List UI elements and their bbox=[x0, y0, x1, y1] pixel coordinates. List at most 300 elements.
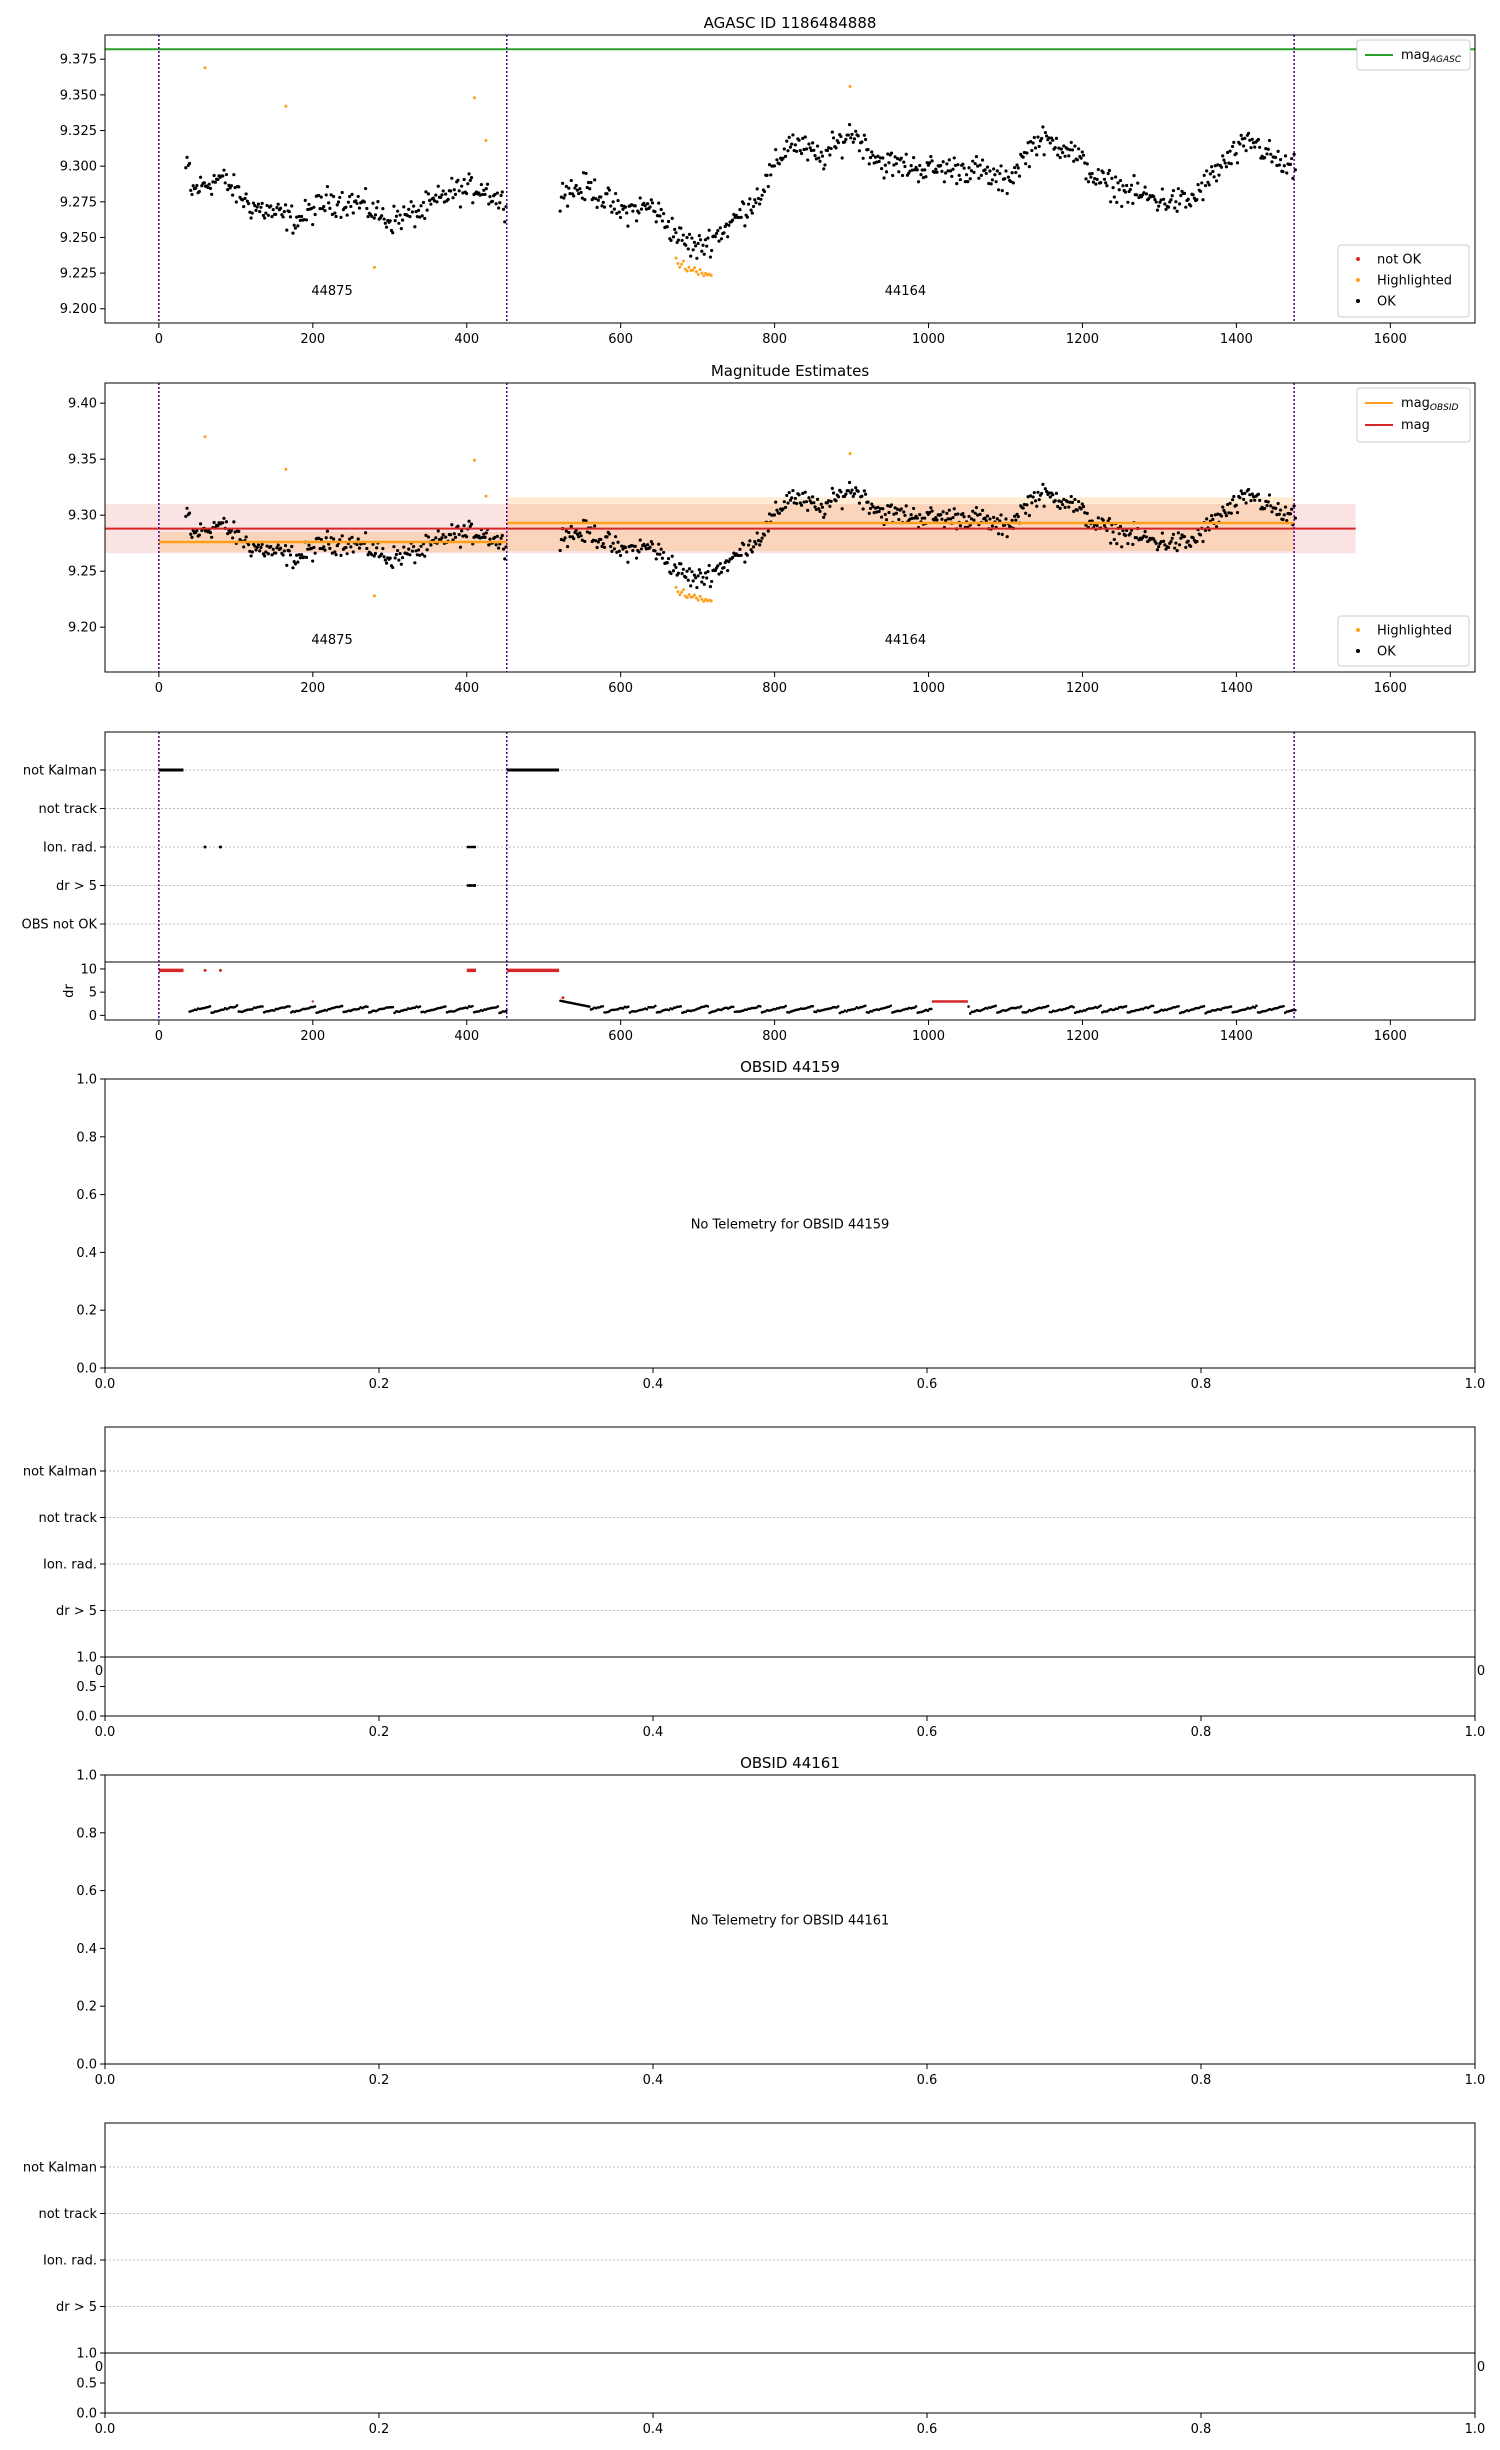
ok-point bbox=[467, 172, 470, 175]
ok-point bbox=[483, 536, 486, 539]
ok-point bbox=[985, 172, 988, 175]
ok-point bbox=[885, 170, 888, 173]
ok-point bbox=[341, 191, 344, 194]
ok-point bbox=[709, 585, 712, 588]
ok-point bbox=[466, 182, 469, 185]
ok-point bbox=[708, 229, 711, 232]
dr-point bbox=[1255, 1005, 1258, 1008]
ok-point bbox=[1203, 174, 1206, 177]
ok-point bbox=[1071, 148, 1074, 151]
ok-point bbox=[323, 549, 326, 552]
ok-point bbox=[1235, 152, 1238, 155]
dr-point bbox=[679, 1005, 682, 1008]
ok-point bbox=[662, 551, 665, 554]
ok-point bbox=[849, 491, 852, 494]
ok-point bbox=[738, 208, 741, 211]
x-tick-label: 600 bbox=[608, 681, 634, 696]
ok-point bbox=[616, 541, 619, 544]
x-tick-label: 0.2 bbox=[368, 1725, 390, 1740]
ok-point bbox=[1204, 184, 1207, 187]
ok-point bbox=[930, 509, 933, 512]
dr-red-point bbox=[219, 969, 222, 972]
ok-point bbox=[857, 134, 860, 137]
ok-point bbox=[657, 543, 660, 546]
ok-point bbox=[371, 202, 374, 205]
highlighted-point bbox=[688, 593, 691, 596]
ok-point bbox=[314, 552, 317, 555]
legend-line-subscript: AGASC bbox=[1429, 55, 1462, 65]
x-tick-label: 600 bbox=[608, 332, 634, 347]
dr-point bbox=[864, 1005, 867, 1008]
ok-point bbox=[1263, 507, 1266, 510]
ok-point bbox=[584, 172, 587, 175]
ok-point bbox=[969, 177, 972, 180]
ok-point bbox=[1201, 198, 1204, 201]
ok-point bbox=[1183, 192, 1186, 195]
ok-point bbox=[307, 203, 310, 206]
ok-point bbox=[1038, 498, 1041, 501]
ok-point bbox=[269, 545, 272, 548]
ok-point bbox=[1279, 158, 1282, 161]
ok-point bbox=[1109, 542, 1112, 545]
ok-point bbox=[988, 169, 991, 172]
ok-point bbox=[812, 501, 815, 504]
ok-point bbox=[966, 180, 969, 183]
ok-point bbox=[249, 216, 252, 219]
ok-point bbox=[1253, 499, 1256, 502]
ok-point bbox=[951, 516, 954, 519]
ok-point bbox=[639, 539, 642, 542]
ok-point bbox=[756, 531, 759, 534]
ok-point bbox=[817, 156, 820, 159]
ok-point bbox=[391, 566, 394, 569]
panel-title: OBSID 44161 bbox=[740, 1754, 840, 1772]
marker-legend bbox=[1338, 245, 1469, 317]
ok-point bbox=[1049, 495, 1052, 498]
ok-point bbox=[599, 538, 602, 541]
ok-point bbox=[697, 242, 700, 245]
ok-point bbox=[986, 166, 989, 169]
panel-4 bbox=[76, 1058, 1485, 1392]
panel-3 bbox=[22, 732, 1476, 1044]
ok-point bbox=[1034, 499, 1037, 502]
ok-point bbox=[435, 200, 438, 203]
ok-point bbox=[818, 160, 821, 163]
y-tick-label: 0.4 bbox=[76, 1245, 97, 1261]
category-label: not Kalman bbox=[22, 1464, 97, 1480]
ok-point bbox=[773, 513, 776, 516]
dr-point bbox=[1125, 1005, 1128, 1008]
ok-point bbox=[1257, 493, 1260, 496]
ok-point bbox=[293, 224, 296, 227]
dr-point bbox=[1230, 1005, 1233, 1008]
ok-point bbox=[1192, 193, 1195, 196]
ok-point bbox=[748, 197, 751, 200]
ok-point bbox=[1284, 154, 1287, 157]
ok-point bbox=[413, 225, 416, 228]
ok-point bbox=[853, 137, 856, 140]
ok-point bbox=[619, 554, 622, 557]
highlighted-point bbox=[686, 596, 689, 599]
y-tick-label: 0.6 bbox=[76, 1188, 97, 1204]
ok-point bbox=[1017, 515, 1020, 518]
ok-point bbox=[1041, 125, 1044, 128]
ok-point bbox=[1236, 511, 1239, 514]
ok-point bbox=[784, 506, 787, 509]
ok-point bbox=[849, 136, 852, 139]
ok-point bbox=[1109, 200, 1112, 203]
ok-point bbox=[190, 193, 193, 196]
y-tick-label: 1.0 bbox=[76, 1768, 97, 1784]
ok-point bbox=[1285, 171, 1288, 174]
highlighted-point bbox=[373, 594, 376, 597]
ok-point bbox=[610, 211, 613, 214]
ok-point bbox=[1082, 154, 1085, 157]
ok-point bbox=[689, 254, 692, 257]
x-tick-label: 1200 bbox=[1065, 332, 1100, 347]
ok-point bbox=[640, 547, 643, 550]
ok-point bbox=[1210, 165, 1213, 168]
ok-point bbox=[364, 187, 367, 190]
ok-point bbox=[417, 548, 420, 551]
ok-point bbox=[242, 545, 245, 548]
ok-point bbox=[263, 216, 266, 219]
ok-point bbox=[1126, 542, 1129, 545]
ok-point bbox=[752, 205, 755, 208]
ok-point bbox=[289, 215, 292, 218]
ok-point bbox=[680, 572, 683, 575]
small-y-tick-label: 0.5 bbox=[76, 1680, 97, 1695]
ok-point bbox=[655, 557, 658, 560]
ok-point bbox=[1041, 483, 1044, 486]
legend-marker-swatch bbox=[1356, 278, 1360, 282]
ok-point bbox=[384, 222, 387, 225]
ok-point bbox=[274, 213, 277, 216]
ok-point bbox=[1290, 508, 1293, 511]
ok-point bbox=[374, 213, 377, 216]
ok-point bbox=[596, 546, 599, 549]
ok-point bbox=[847, 489, 850, 492]
x-tick-label: 1600 bbox=[1373, 1029, 1407, 1044]
ok-point bbox=[326, 185, 329, 188]
ok-point bbox=[1263, 156, 1266, 159]
panel-title: OBSID 44159 bbox=[740, 1058, 840, 1076]
ok-point bbox=[816, 144, 819, 147]
ok-point bbox=[935, 518, 938, 521]
ok-point bbox=[1030, 501, 1033, 504]
highlighted-point bbox=[675, 586, 678, 589]
ok-point bbox=[245, 192, 248, 195]
panel-6 bbox=[76, 1754, 1485, 2088]
ok-point bbox=[1070, 495, 1073, 498]
obsid-label: 44875 bbox=[311, 633, 353, 648]
ok-point bbox=[1258, 499, 1261, 502]
ok-point bbox=[1267, 148, 1270, 151]
ok-point bbox=[890, 503, 893, 506]
ok-point bbox=[977, 177, 980, 180]
ok-point bbox=[422, 201, 425, 204]
ok-point bbox=[690, 236, 693, 239]
ok-point bbox=[1130, 184, 1133, 187]
ok-point bbox=[559, 210, 562, 213]
ok-point bbox=[327, 201, 330, 204]
ok-point bbox=[394, 219, 397, 222]
ok-point bbox=[830, 147, 833, 150]
dr-point bbox=[930, 1008, 933, 1011]
ok-point bbox=[667, 220, 670, 223]
dr-red-point bbox=[561, 996, 564, 999]
ok-point bbox=[1119, 179, 1122, 182]
ok-point bbox=[1103, 178, 1106, 181]
ok-point bbox=[1200, 181, 1203, 184]
ok-point bbox=[692, 579, 695, 582]
ok-point bbox=[397, 222, 400, 225]
ok-point bbox=[788, 136, 791, 139]
ok-point bbox=[373, 217, 376, 220]
ok-point bbox=[1131, 202, 1134, 205]
ok-point bbox=[1183, 535, 1186, 538]
ok-point bbox=[272, 208, 275, 211]
ok-point bbox=[608, 532, 611, 535]
ok-point bbox=[488, 537, 491, 540]
ok-point bbox=[640, 208, 643, 211]
y-tick-label: 0.6 bbox=[76, 1884, 97, 1900]
ok-point bbox=[900, 507, 903, 510]
ok-point bbox=[965, 173, 968, 176]
ok-point bbox=[685, 570, 688, 573]
ok-point bbox=[940, 170, 943, 173]
ok-point bbox=[631, 210, 634, 213]
ok-point bbox=[1044, 131, 1047, 134]
ok-point bbox=[1278, 163, 1281, 166]
ok-point bbox=[501, 534, 504, 537]
ok-point bbox=[1283, 513, 1286, 516]
ok-point bbox=[822, 516, 825, 519]
ok-point bbox=[312, 206, 315, 209]
panel-1 bbox=[60, 14, 1475, 347]
ok-point bbox=[637, 550, 640, 553]
legend-marker-label: OK bbox=[1377, 294, 1396, 310]
ok-point bbox=[1243, 492, 1246, 495]
ok-point bbox=[288, 549, 291, 552]
ok-point bbox=[332, 537, 335, 540]
small-y-tick-label: 0.5 bbox=[76, 2376, 97, 2392]
ok-point bbox=[570, 179, 573, 182]
ok-point bbox=[726, 235, 729, 238]
ok-point bbox=[759, 540, 762, 543]
ok-point bbox=[917, 180, 920, 183]
ok-point bbox=[613, 547, 616, 550]
ok-point bbox=[794, 143, 797, 146]
ok-point bbox=[437, 185, 440, 188]
ok-point bbox=[715, 232, 718, 235]
legend-marker-label: not OK bbox=[1377, 252, 1422, 268]
ok-point bbox=[1174, 541, 1177, 544]
ok-point bbox=[269, 204, 272, 207]
ok-point bbox=[499, 194, 502, 197]
ok-point bbox=[332, 195, 335, 198]
ok-point bbox=[754, 542, 757, 545]
x-tick-label: 1200 bbox=[1065, 681, 1100, 696]
ok-point bbox=[1267, 500, 1270, 503]
ok-point bbox=[1115, 542, 1118, 545]
x-tick-label: 1600 bbox=[1373, 332, 1407, 347]
ok-point bbox=[1172, 533, 1175, 536]
ok-point bbox=[1116, 181, 1119, 184]
ok-point bbox=[807, 496, 810, 499]
ok-point bbox=[337, 200, 340, 203]
ok-point bbox=[1051, 493, 1054, 496]
ok-point bbox=[1001, 533, 1004, 536]
highlighted-point bbox=[204, 435, 207, 438]
ok-point bbox=[1177, 531, 1180, 534]
ok-point bbox=[487, 202, 490, 205]
highlighted-point bbox=[695, 270, 698, 273]
ok-point bbox=[1145, 535, 1148, 538]
ok-point bbox=[503, 557, 506, 560]
ok-point bbox=[1097, 168, 1100, 171]
ok-point bbox=[1105, 184, 1108, 187]
ok-point bbox=[322, 205, 325, 208]
ok-point bbox=[714, 235, 717, 238]
ok-point bbox=[496, 191, 499, 194]
x-tick-label: 400 bbox=[454, 1029, 480, 1044]
ok-point bbox=[693, 241, 696, 244]
ok-point bbox=[1249, 499, 1252, 502]
ok-point bbox=[991, 178, 994, 181]
ok-point bbox=[1076, 509, 1079, 512]
ok-point bbox=[231, 536, 234, 539]
ok-point bbox=[1125, 184, 1128, 187]
ok-point bbox=[264, 211, 267, 214]
ok-point bbox=[1107, 172, 1110, 175]
obsid-label: 44875 bbox=[311, 284, 353, 299]
ok-point bbox=[1199, 533, 1202, 536]
ok-point bbox=[950, 175, 953, 178]
ok-point bbox=[706, 570, 709, 573]
x-tick-label: 1400 bbox=[1219, 681, 1253, 696]
dr-point bbox=[811, 1005, 814, 1008]
ok-point bbox=[990, 182, 993, 185]
ok-point bbox=[634, 204, 637, 207]
ok-point bbox=[1084, 177, 1087, 180]
ok-point bbox=[1095, 178, 1098, 181]
ok-point bbox=[961, 512, 964, 515]
ok-point bbox=[1014, 519, 1017, 522]
ok-point bbox=[296, 560, 299, 563]
ok-point bbox=[1281, 170, 1284, 173]
ok-point bbox=[605, 535, 608, 538]
ok-point bbox=[375, 206, 378, 209]
ok-point bbox=[426, 209, 429, 212]
ok-point bbox=[981, 158, 984, 161]
category-label: dr > 5 bbox=[55, 879, 97, 894]
ok-point bbox=[747, 203, 750, 206]
ok-point bbox=[902, 160, 905, 163]
ok-point bbox=[669, 572, 672, 575]
ok-point bbox=[407, 548, 410, 551]
ok-point bbox=[1242, 498, 1245, 501]
ok-point bbox=[1155, 200, 1158, 203]
ok-point bbox=[832, 136, 835, 139]
ok-point bbox=[818, 510, 821, 513]
ok-point bbox=[391, 231, 394, 234]
ok-point bbox=[232, 173, 235, 176]
ok-point bbox=[860, 140, 863, 143]
ok-point bbox=[1076, 158, 1079, 161]
ok-point bbox=[450, 523, 453, 526]
ok-point bbox=[918, 164, 921, 167]
ok-point bbox=[1126, 201, 1129, 204]
ok-point bbox=[1205, 169, 1208, 172]
ok-point bbox=[375, 546, 378, 549]
highlighted-point bbox=[373, 266, 376, 269]
ok-point bbox=[790, 142, 793, 145]
ok-point bbox=[456, 179, 459, 182]
ok-point bbox=[706, 236, 709, 239]
ok-point bbox=[852, 141, 855, 144]
ok-point bbox=[740, 554, 743, 557]
ok-point bbox=[235, 200, 238, 203]
ok-point bbox=[953, 156, 956, 159]
ok-point bbox=[844, 138, 847, 141]
ok-point bbox=[1232, 495, 1235, 498]
ok-point bbox=[609, 204, 612, 207]
ok-point bbox=[419, 204, 422, 207]
ok-point bbox=[1112, 530, 1115, 533]
dr-point bbox=[366, 1005, 369, 1008]
ok-point bbox=[804, 135, 807, 138]
ok-point bbox=[1169, 540, 1172, 543]
ok-point bbox=[648, 205, 651, 208]
highlighted-point bbox=[688, 266, 691, 269]
ok-point bbox=[503, 220, 506, 223]
ok-point bbox=[1277, 150, 1280, 153]
ok-point bbox=[1061, 503, 1064, 506]
x-tick-label: 1400 bbox=[1219, 332, 1253, 347]
ok-point bbox=[199, 522, 202, 525]
ok-point bbox=[346, 214, 349, 217]
highlighted-point bbox=[680, 263, 683, 266]
ok-point bbox=[616, 199, 619, 202]
ok-point bbox=[1162, 198, 1165, 201]
ok-point bbox=[1163, 202, 1166, 205]
ok-point bbox=[325, 536, 328, 539]
ok-point bbox=[389, 219, 392, 222]
ok-point bbox=[261, 202, 264, 205]
ok-point bbox=[930, 159, 933, 162]
ok-point bbox=[1129, 188, 1132, 191]
ok-point bbox=[988, 517, 991, 520]
ok-point bbox=[895, 162, 898, 165]
ok-point bbox=[1177, 187, 1180, 190]
ok-point bbox=[350, 536, 353, 539]
ok-point bbox=[203, 181, 206, 184]
ok-point bbox=[618, 550, 621, 553]
ok-point bbox=[688, 567, 691, 570]
ok-point bbox=[890, 152, 893, 155]
ok-point bbox=[774, 501, 777, 504]
ok-point bbox=[410, 200, 413, 203]
highlighted-point bbox=[849, 85, 852, 88]
ok-point bbox=[805, 500, 808, 503]
ok-point bbox=[1136, 181, 1139, 184]
line-legend bbox=[1357, 40, 1470, 70]
ok-point bbox=[979, 163, 982, 166]
x-tick-label: 0.6 bbox=[916, 2422, 938, 2437]
ok-point bbox=[346, 552, 349, 555]
highlighted-point bbox=[204, 66, 207, 69]
